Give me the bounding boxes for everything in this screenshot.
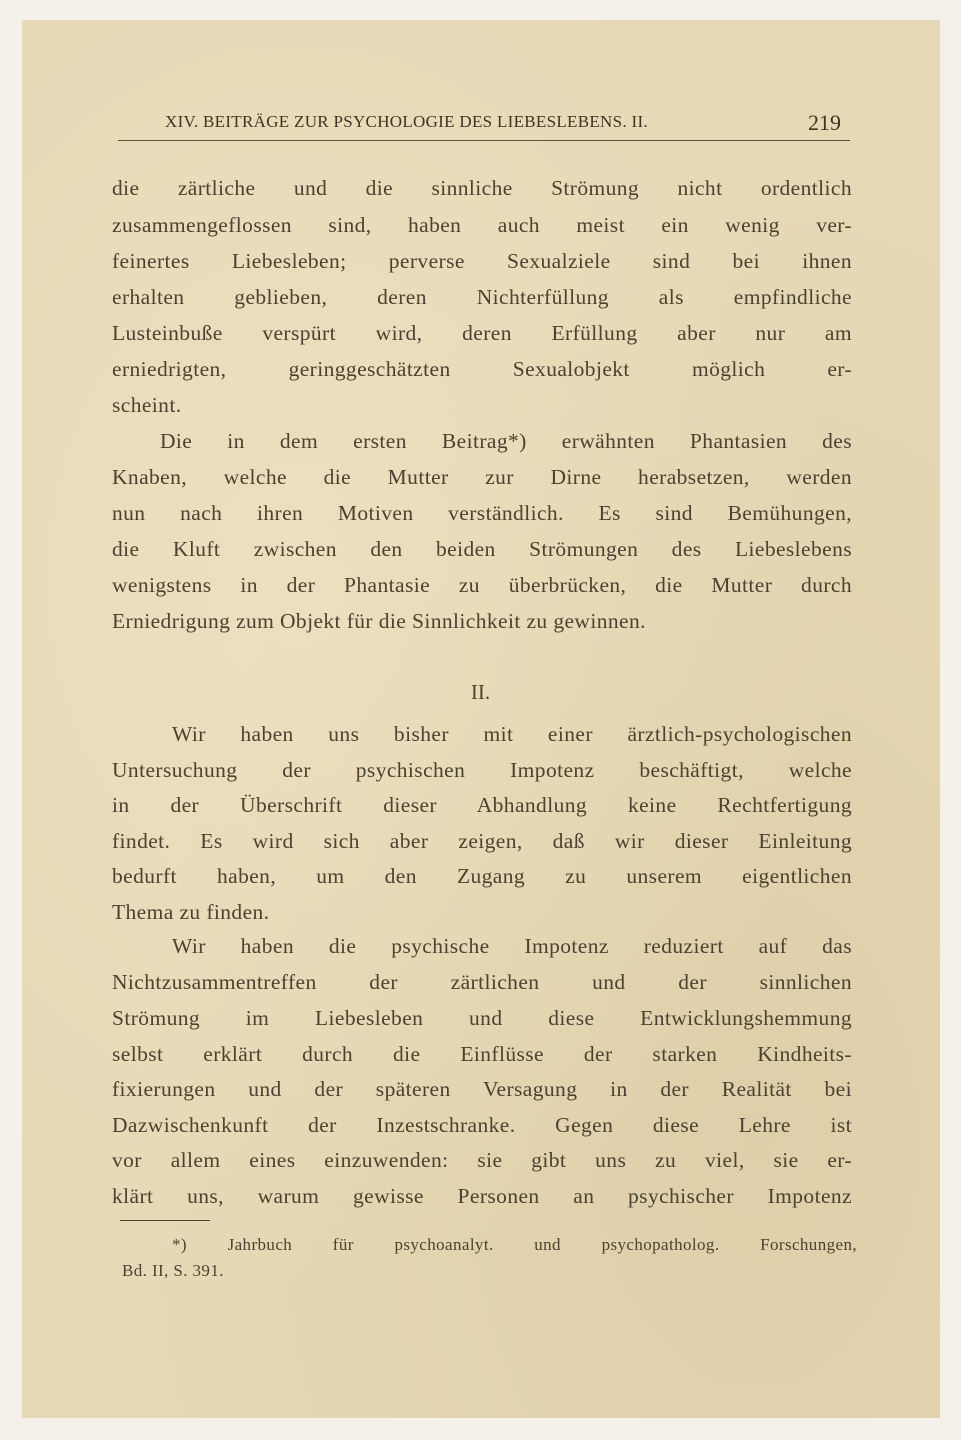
text-line: selbst erklärt durch die Einflüsse der starken Kindheits-: [112, 1042, 852, 1066]
footnote-line: *) Jahrbuch für psychoanalyt. und psychopatholog. Forschungen,: [172, 1235, 857, 1254]
text-line: die zärtliche und die sinnliche Strömung nicht ordentlich: [112, 176, 852, 200]
page-number: 219: [808, 110, 841, 135]
text-line: die Kluft zwischen den beiden Strömungen des Liebeslebens: [112, 537, 852, 561]
text-line: erhalten geblieben, deren Nichterfüllung als empfindliche: [112, 285, 852, 309]
text-line: klärt uns, warum gewisse Personen an psychischer Impotenz: [112, 1184, 852, 1208]
text-line: Untersuchung der psychischen Impotenz beschäftigt, welche: [112, 758, 852, 782]
footnote-line: Bd. II, S. 391.: [122, 1261, 224, 1280]
text-line: Erniedrigung zum Objekt für die Sinnlichkeit zu gewinnen.: [112, 609, 646, 633]
text-line: vor allem eines einzuwenden: sie gibt uns zu viel, sie er-: [112, 1148, 852, 1172]
text-line: Die in dem ersten Beitrag*) erwähnten Phantasien des: [160, 429, 852, 453]
text-line: findet. Es wird sich aber zeigen, daß wir dieser Einleitung: [112, 829, 852, 853]
text-line: Wir haben die psychische Impotenz reduziert auf das: [172, 934, 852, 958]
text-line: scheint.: [112, 393, 182, 417]
running-title: XIV. BEITRÄGE ZUR PSYCHOLOGIE DES LIEBESLEBENS. II.: [165, 112, 648, 131]
text-line: bedurft haben, um den Zugang zu unserem eigentlichen: [112, 864, 852, 888]
text-line: in der Überschrift dieser Abhandlung keine Rechtfertigung: [112, 793, 852, 817]
text-line: zusammengeflossen sind, haben auch meist ein wenig ver-: [112, 213, 852, 237]
text-line: Strömung im Liebesleben und diese Entwicklungshemmung: [112, 1006, 852, 1030]
text-line: erniedrigten, geringgeschätzten Sexualobjekt möglich er-: [112, 357, 852, 381]
text-line: Knaben, welche die Mutter zur Dirne herabsetzen, werden: [112, 465, 852, 489]
footnote-rule: [120, 1220, 210, 1221]
text-line: wenigstens in der Phantasie zu überbrücken, die Mutter durch: [112, 573, 852, 597]
text-line: Lusteinbuße verspürt wird, deren Erfüllung aber nur am: [112, 321, 852, 345]
header-rule: [118, 140, 850, 141]
text-line: feinertes Liebesleben; perverse Sexualziele sind bei ihnen: [112, 249, 852, 273]
text-line: fixierungen und der späteren Versagung in der Realität bei: [112, 1077, 852, 1101]
text-line: Dazwischenkunft der Inzestschranke. Gegen diese Lehre ist: [112, 1113, 852, 1137]
text-line: Thema zu finden.: [112, 900, 270, 924]
text-line: Wir haben uns bisher mit einer ärztlich-psychologischen: [172, 722, 852, 746]
section-heading: II.: [470, 680, 491, 704]
text-line: nun nach ihren Motiven verständlich. Es sind Bemühungen,: [112, 501, 852, 525]
text-line: Nichtzusammentreffen der zärtlichen und der sinnlichen: [112, 970, 852, 994]
